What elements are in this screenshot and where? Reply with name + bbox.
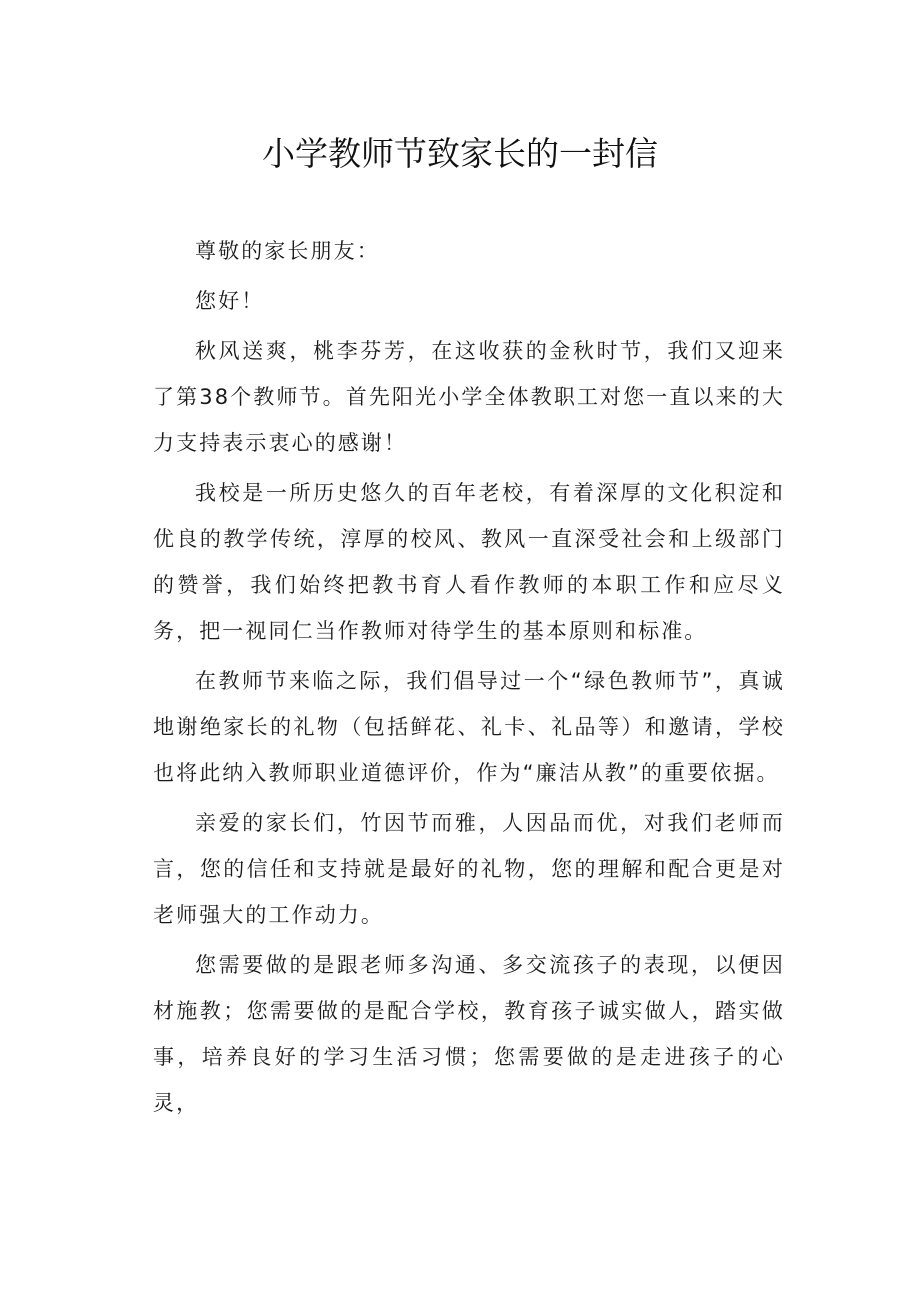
document-title: 小学教师节致家长的一封信 xyxy=(262,134,658,173)
paragraph: 亲爱的家长们，竹因节而雅，人因品而优，对我们老师而言，您的信任和支持就是最好的礼物，您的理解和配合更是对老师强大的工作动力。 xyxy=(153,811,785,927)
paragraph: 在教师节来临之际，我们倡导过一个“绿色教师节”，真诚地谢绝家长的礼物（包括鲜花、礼卡、礼品等）和邀请，学校也将此纳入教师职业道德评价，作为“廉洁从教”的重要依据。 xyxy=(153,669,785,785)
paragraph: 您需要做的是跟老师多沟通、多交流孩子的表现，以便因材施教；您需要做的是配合学校，教育孩子诚实做人，踏实做事，培养良好的学习生活习惯；您需要做的是走进孩子的心灵， xyxy=(153,953,785,1115)
paragraph: 秋风送爽，桃李芬芳，在这收获的金秋时节，我们又迎来了第38个教师节。首先阳光小学全体教职工对您一直以来的大力支持表示衷心的感谢！ xyxy=(153,339,785,455)
paragraph: 我校是一所历史悠久的百年老校，有着深厚的文化积淀和优良的教学传统，淳厚的校风、教风一直深受社会和上级部门的赞誉，我们始终把教书育人看作教师的本职工作和应尽义务，把一视同仁当作教师对待学生的基本原则和标准。 xyxy=(153,481,785,643)
letter-body xyxy=(153,228,785,1126)
salutation: 尊敬的家长朋友： xyxy=(195,239,380,263)
greeting: 您好！ xyxy=(195,289,265,313)
